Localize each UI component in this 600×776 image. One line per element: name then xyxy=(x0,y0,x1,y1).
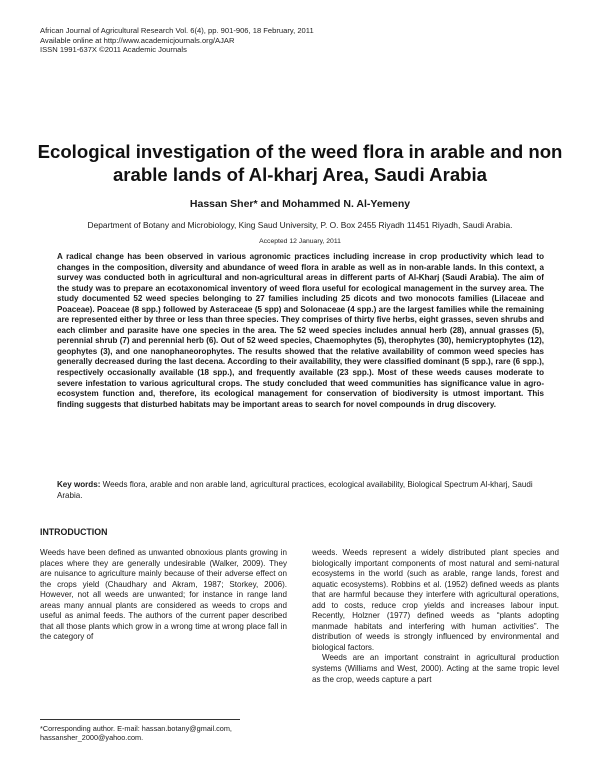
section-heading-introduction: INTRODUCTION xyxy=(40,527,108,537)
accepted-date: Accepted 12 January, 2011 xyxy=(259,238,341,245)
column-left xyxy=(40,548,287,643)
keywords xyxy=(57,480,544,501)
paper-authors: Hassan Sher* and Mohammed N. Al-Yemeny xyxy=(189,198,411,210)
journal-header xyxy=(40,26,314,55)
author-affiliation: Department of Botany and Microbiology, King Saud University, P. O. Box 2455 Riyadh 11451 Riyadh, Saudi Arabia. xyxy=(87,220,513,230)
footnote xyxy=(40,724,300,743)
keywords-label: Key words: xyxy=(57,480,101,489)
intro-paragraph: weeds. Weeds represent a widely distributed plant species and biologically important components of most natural and semi-natural ecosystems in the world (such as arable, range lands, forest and aquatic ecosystems). Robbins et al. (1952) defined weeds as plants that are harmful because they interfere with agricultural operations, add to costs, reduce crop yields and increases labour input. Recently, Holzner (1977) defined weeds as “plants adopting manmade habitats and interfering with human activities”. The distribution of weeds is strongly influenced by environmental and biological factors. xyxy=(312,548,559,652)
journal-online-link: Available online at http://www.academicjournals.org/AJAR xyxy=(40,35,235,45)
footnote-email-alt: hassansher_2000@yahoo.com. xyxy=(40,733,144,743)
intro-paragraph: Weeds are an important constraint in agricultural production systems (Williams and West, 2000). Acting at the same tropic level as the crop, weeds capture a part xyxy=(312,653,559,684)
footnote-rule xyxy=(40,719,240,720)
keywords-text: Weeds flora, arable and non arable land, agricultural practices, ecological availability, Biological Spectrum Al-kharj, Saudi Arabia. xyxy=(57,480,533,500)
paper-title: Ecological investigation of the weed flora in arable and non arable lands of Al-kharj Area, Saudi Arabia xyxy=(37,141,563,185)
journal-issn: ISSN 1991-637X ©2011 Academic Journals xyxy=(40,45,187,55)
intro-paragraph: Weeds have been defined as unwanted obnoxious plants growing in places where they are generally undesirable (Walker, 2009). They are nuisance to agriculture mainly because of their adverse effect on the crops yield (Chaudhary and Akram, 1987; Storkey, 2006). However, not all weeds are unwanted; for instance in range land areas many annual plants are considered as weeds to crops and useful as animal feeds. The authors of the current paper described that all those plants which grow in a wrong time at wrong place fall in the category of xyxy=(40,548,287,642)
column-right xyxy=(312,548,559,685)
journal-citation: African Journal of Agricultural Research Vol. 6(4), pp. 901-906, 18 February, 2011 xyxy=(40,26,314,35)
footnote-email: *Corresponding author. E-mail: hassan.botany@gmail.com, xyxy=(40,724,232,733)
abstract: A radical change has been observed in various agronomic practices including increase in crop productivity which lead to changes in the composition, diversity and abundance of weed flora in arable as well as in non-arable lands. In this context, a survey was conducted both in agricultural and non-agricultural areas in different parts of Al-Kharj (Saudi Arabia). The aim of the study was to prepare an ecotaxonomical inventory of weed flora useful for ecological management in the survey area. The study documented 52 weed species belonging to 27 families including 25 dicots and two monocots families (Lilaceae and Poaceae). Poaceae (8 spp.) followed by Asteraceae (5 spp) and Solonaceae (4 spp.) are the largest families while the remaining are represented either by three or less than three species. They comprises of thirty five herbs, eight grasses, seven shrubs and each climber and parasite have one species in the area. The 52 weed species includes annual herb (28), annual grasses (5), perennial shrub (7) and perennial herb (6). Out of 52 weed species, Chaemophytes (5), therophytes (30), hemicryptophytes (12), geophytes (3), and one nanophaneorophytes. The results showed that the relative availability of common weed species has generally decreased during the last decena. According to their availability, they were classified dominant (5 spp.), rare (6 spp.), respectively occasionally available (18 spp.), and frequently available (23 spp.). Most of these weeds causes moderate to severe infestation to various agricultural crops. The study concluded that weed communities has significance value in agro-ecosystem function and, therefore, its ecological management for conservation of biodiversity is utmost important. This finding suggests that disturbed habitats may be important areas to search for novel compounds in drug discovery. xyxy=(57,252,544,409)
